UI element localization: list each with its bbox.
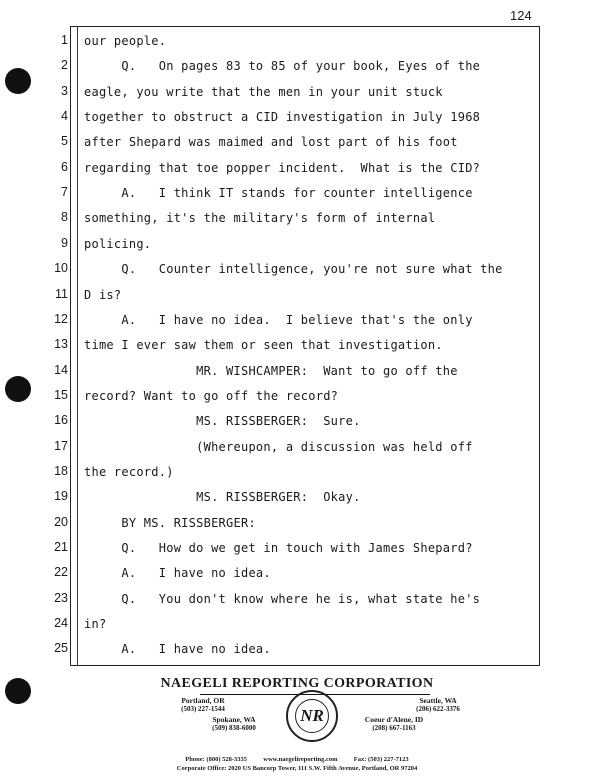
office-phone: (208) 667-1163 xyxy=(372,724,416,732)
office-city: Seattle, WA xyxy=(419,696,457,705)
line-number: 16 xyxy=(54,413,68,428)
transcript-line: MS. RISSBERGER: Sure. xyxy=(84,414,361,429)
line-number: 10 xyxy=(54,261,68,276)
line-number: 7 xyxy=(61,185,68,200)
office-city: Coeur d'Alene, ID xyxy=(364,715,424,724)
line-number: 3 xyxy=(61,83,68,98)
line-number: 19 xyxy=(54,489,68,504)
line-number: 13 xyxy=(54,337,68,352)
transcript-line: A. I have no idea. xyxy=(84,642,271,657)
transcript-line: A. I have no idea. xyxy=(84,566,271,581)
office-phone: (206) 622-3376 xyxy=(416,705,460,713)
transcript-margin-rule xyxy=(77,26,78,666)
office-city: Portland, OR xyxy=(181,696,225,705)
line-number: 17 xyxy=(54,438,68,453)
transcript-line: in? xyxy=(84,617,107,632)
office-seattle xyxy=(398,697,478,713)
transcript-line: Q. How do we get in touch with James Shepard? xyxy=(84,541,473,555)
line-number: 11 xyxy=(55,286,68,301)
transcript-line: Q. On pages 83 to 85 of your book, Eyes of the xyxy=(84,59,481,74)
transcript-line: Q. Counter intelligence, you're not sure what the xyxy=(84,262,503,277)
line-number: 1 xyxy=(61,33,68,47)
transcript-line: after Shepard was maimed and lost part of his foot xyxy=(84,135,458,150)
transcript-line: regarding that toe popper incident. What is the CID? xyxy=(84,160,481,175)
transcript-line: record? Want to go off the record? xyxy=(84,388,339,403)
transcript-line: A. I have no idea. I believe that's the only xyxy=(84,312,473,327)
company-seal xyxy=(286,690,338,742)
office-spokane xyxy=(196,716,272,732)
page-number: 124 xyxy=(510,8,532,23)
transcript-line: together to obstruct a CID investigation in July 1968 xyxy=(84,110,481,125)
transcript-line: something, it's the military's form of internal xyxy=(84,211,436,226)
transcript-line: time I ever saw them or seen that investigation. xyxy=(84,338,443,353)
transcript-line: A. I think IT stands for counter intelligence xyxy=(84,186,473,201)
line-number: 20 xyxy=(54,514,68,529)
transcript-line: MS. RISSBERGER: Okay. xyxy=(84,490,361,505)
line-number: 14 xyxy=(54,362,68,377)
punch-hole-middle xyxy=(5,376,31,402)
line-number: 18 xyxy=(54,463,68,478)
company-name: NAEGELI REPORTING CORPORATION xyxy=(160,676,434,691)
reporting-footer xyxy=(0,668,594,784)
line-number: 8 xyxy=(61,210,68,225)
line-number: 15 xyxy=(54,387,68,402)
line-number: 6 xyxy=(61,159,68,174)
transcript-line: MR. WISHCAMPER: Want to go off the xyxy=(84,363,458,378)
line-number: 21 xyxy=(54,540,68,554)
office-phone: (509) 838-6000 xyxy=(212,724,256,732)
transcript-line: our people. xyxy=(84,34,167,48)
line-number: 23 xyxy=(54,590,68,605)
transcript-line: policing. xyxy=(84,236,152,251)
office-portland xyxy=(168,697,238,713)
transcript-line: the record.) xyxy=(84,464,174,479)
line-number: 22 xyxy=(54,565,68,580)
contact-phone-line: Phone: (800) 528-3335 www.naegelireporting.com Fax: (503) 227-7123 xyxy=(185,756,409,763)
office-city: Spokane, WA xyxy=(212,715,256,724)
office-coeur xyxy=(352,716,436,732)
transcript-line: eagle, you write that the men in your unit stuck xyxy=(84,84,443,99)
line-number: 2 xyxy=(61,58,68,73)
punch-hole-top xyxy=(5,68,31,94)
corporate-address-line: Corporate Office: 2020 US Bancorp Tower, 111 S.W. Fifth Avenue, Portland, OR 97204 xyxy=(176,765,418,772)
transcript-line: Q. You don't know where he is, what state he's xyxy=(84,591,481,606)
line-number: 4 xyxy=(61,109,68,124)
seal-monogram: NR xyxy=(295,699,329,733)
office-phone: (503) 227-1544 xyxy=(181,705,225,713)
line-number: 5 xyxy=(61,134,68,149)
transcript-line: BY MS. RISSBERGER: xyxy=(84,515,256,530)
line-number: 9 xyxy=(61,235,68,250)
transcript-line: D is? xyxy=(84,287,122,302)
line-number: 25 xyxy=(54,641,68,656)
line-number: 12 xyxy=(54,311,68,326)
transcript-line: (Whereupon, a discussion was held off xyxy=(84,439,473,454)
line-number: 24 xyxy=(54,616,68,631)
